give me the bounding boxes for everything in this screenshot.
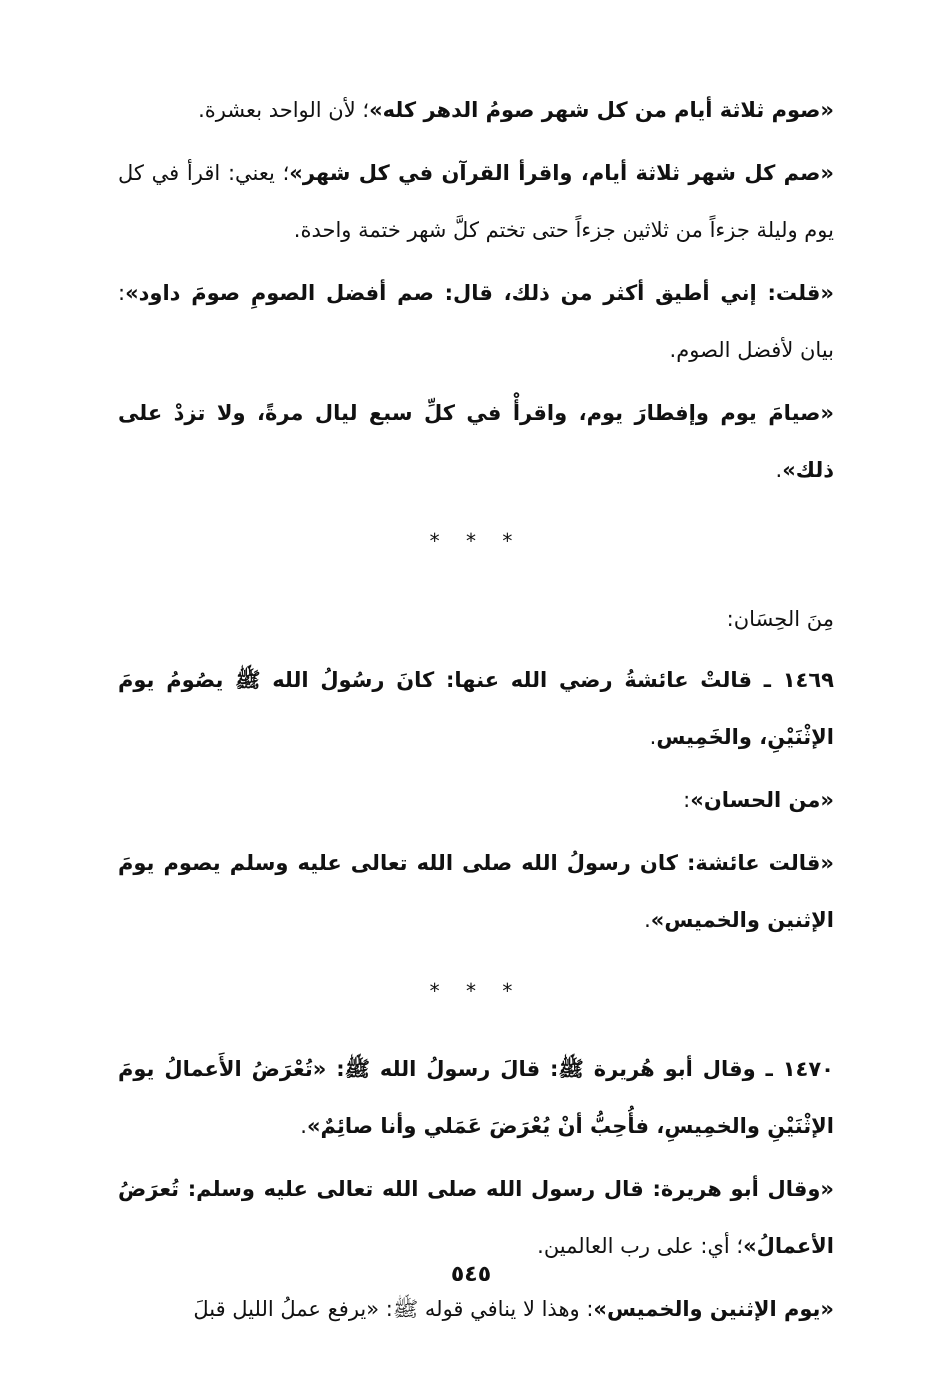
commentary-1470-1: [118, 1161, 834, 1275]
paragraph-3: [118, 265, 834, 379]
explanation-text: : وهذا لا ينافي قوله ﷺ: «يرفع عملُ الليل قبلَ: [193, 1297, 594, 1321]
section-heading-text: مِنَ الحِسَان:: [726, 607, 834, 631]
explanation-text: ؛ أي: على رب العالمين.: [537, 1234, 744, 1258]
page-number: ٥٤٥: [450, 1262, 492, 1287]
paragraph-4: [118, 385, 834, 499]
explanation-text: .: [775, 458, 783, 482]
page-body: [118, 82, 834, 1344]
hadith-1469: [118, 652, 834, 766]
quote-text: «قلت: إني أطيق أكثر من ذلك، قال: صم أفضل الصومِ صومَ داود»: [125, 281, 834, 305]
commentary-1469-2: [118, 835, 834, 949]
explanation-text: ؛ يعني: اقرأ في كل يوم وليلة جزءاً من ثلاثين جزءاً حتى تختم كلَّ شهر ختمة واحدة.: [118, 161, 834, 242]
quote-text: «صوم ثلاثة أيام من كل شهر صومُ الدهر كله»: [369, 98, 834, 122]
quote-text: «صيامَ يوم وإفطارَ يوم، واقرأْ في كلِّ سبع ليال مرةً، ولا تزدْ على ذلك»: [118, 401, 834, 482]
hadith-end: .: [300, 1114, 307, 1138]
hadith-1470: [118, 1041, 834, 1155]
section-separator: * * *: [429, 529, 523, 553]
quote-text: «صم كل شهر ثلاثة أيام، واقرأ القرآن في كل شهر»: [289, 161, 834, 185]
quote-text: «قالت عائشة: كان رسولُ الله صلى الله تعالى عليه وسلم يصوم يومَ الإثنين والخميس»: [118, 851, 834, 932]
hadith-end: .: [649, 725, 657, 749]
quote-text: «من الحسان»: [690, 788, 834, 812]
paragraph-1: [118, 82, 834, 139]
explanation-text: .: [644, 908, 651, 932]
hadith-text: ١٤٧٠ ـ وقال أبو هُريرة ﷺ: قالَ رسولُ الله ﷺ: «تُعْرَضُ الأَعمالُ يومَ الإثْنَيْنِ والخمِيسِ، فأُحِبُّ أنْ يُعْرَضَ عَمَلي وأنا صائِمٌ»: [118, 1057, 834, 1138]
commentary-1470-2: [118, 1281, 834, 1338]
section-heading: [118, 591, 834, 648]
explanation-text: ؛ لأن الواحد بعشرة.: [198, 98, 370, 122]
quote-text: «وقال أبو هريرة: قال رسول الله صلى الله تعالى عليه وسلم: تُعرَضُ الأعمالُ»: [118, 1177, 834, 1258]
commentary-1469-1: [118, 772, 834, 829]
hadith-text: ١٤٦٩ ـ قالتْ عائشةُ رضي الله عنها: كانَ رسُولُ الله ﷺ يصُومُ يومَ الإثْنَيْنِ، والخَمِيس: [118, 668, 834, 749]
paragraph-2: [118, 145, 834, 259]
section-separator: * * *: [429, 979, 523, 1003]
quote-text: «يوم الإثنين والخميس»: [593, 1297, 834, 1321]
explanation-text: : بيان لأفضل الصوم.: [118, 281, 834, 362]
explanation-text: :: [683, 788, 691, 812]
